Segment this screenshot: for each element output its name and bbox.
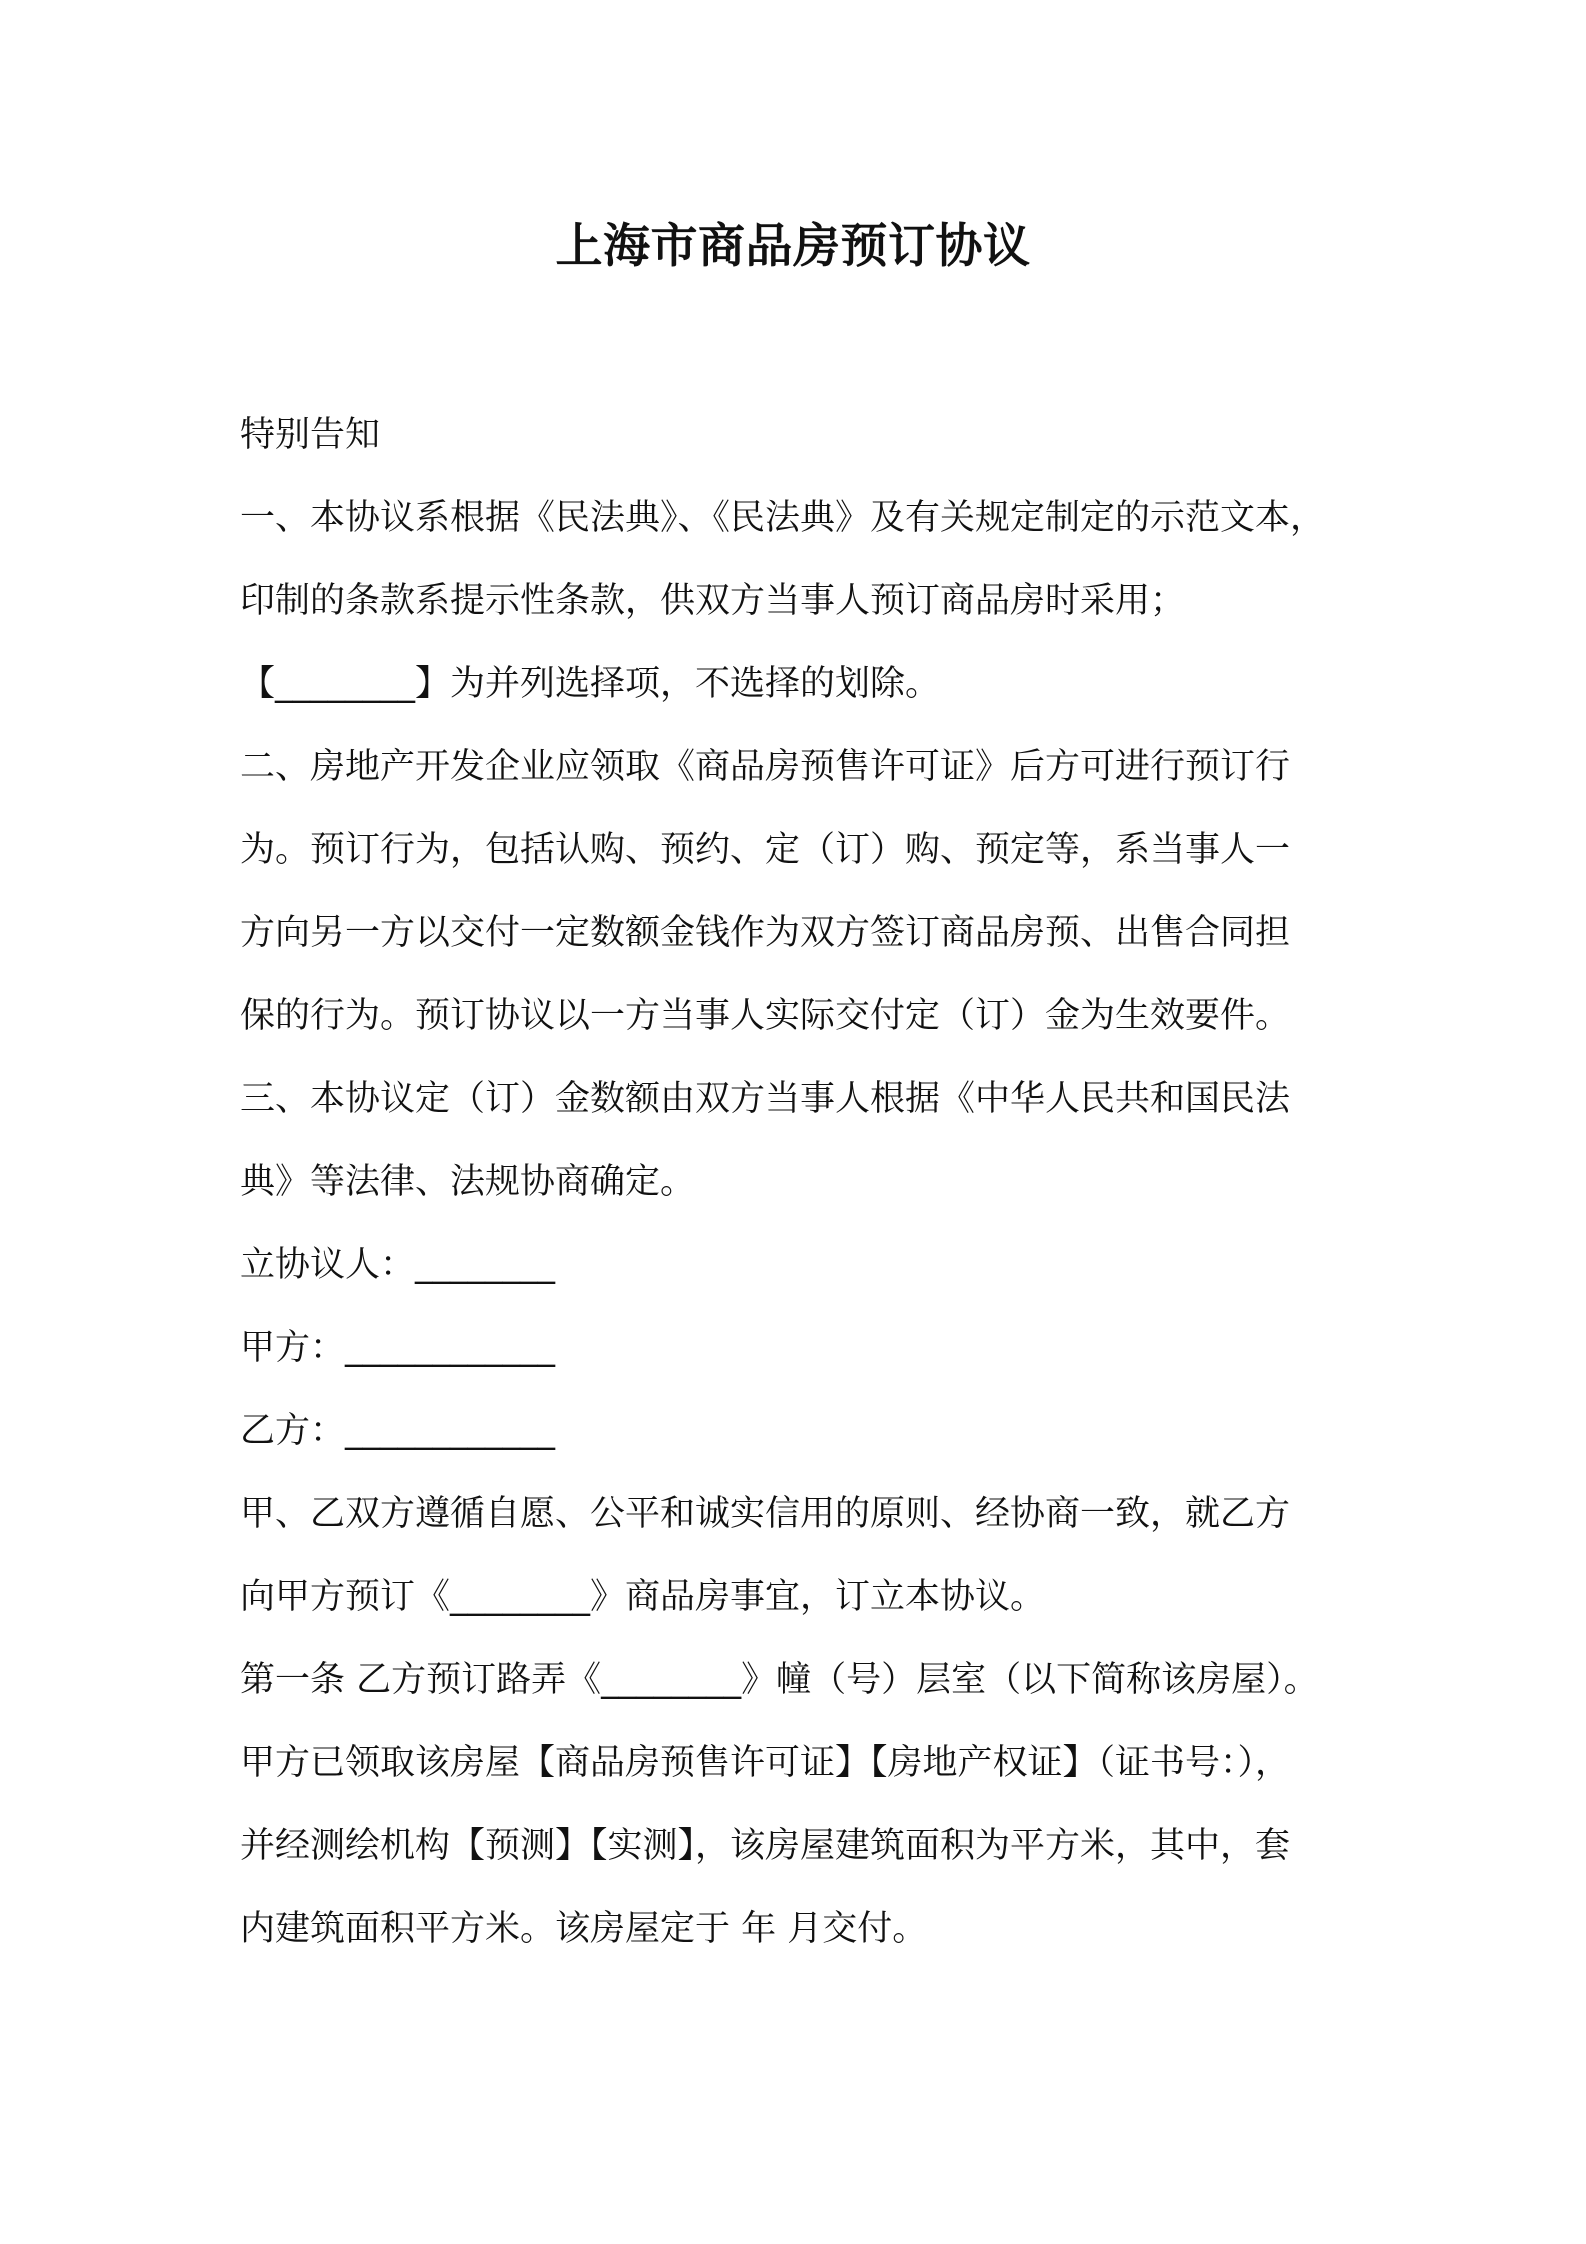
clause-text-line: 一、本协议系根据《民法典》、《民法典》及有关规定制定的示范文本，: [240, 498, 1326, 538]
clause-text-line: 为。预订行为，包括认购、预约、定（订）购、预定等，系当事人一: [240, 830, 1291, 870]
clause-text-line: 典》等法律、法规协商确定。: [240, 1162, 696, 1202]
clause-text-line: 【________】为并列选择项，不选择的划除。: [240, 664, 941, 704]
clause-text-line: 保的行为。预订协议以一方当事人实际交付定（订）金为生效要件。: [240, 996, 1291, 1036]
preamble-line: 甲、乙双方遵循自愿、公平和诚实信用的原则、经协商一致，就乙方: [240, 1494, 1291, 1534]
clause-text-line: 印制的条款系提示性条款，供双方当事人预订商品房时采用；: [240, 581, 1186, 621]
article-one-line: 内建筑面积平方米。该房屋定于 年 月交付。: [240, 1909, 928, 1949]
preamble-line: 向甲方预订《________》商品房事宜，订立本协议。: [240, 1577, 1046, 1617]
party-a-field: 甲方：____________: [240, 1328, 556, 1368]
article-one-line: 甲方已领取该房屋【商品房预售许可证】【房地产权证】（证书号：），: [240, 1743, 1291, 1783]
article-one-line: 第一条 乙方预订路弄《________》幢（号）层室（以下简称该房屋）。: [240, 1660, 1319, 1700]
article-one-line: 并经测绘机构【预测】【实测】，该房屋建筑面积为平方米，其中，套: [240, 1826, 1291, 1866]
document-title: 上海市商品房预订协议: [555, 219, 1031, 274]
party-b-field: 乙方：____________: [240, 1411, 556, 1451]
clause-text-line: 三、本协议定（订）金数额由双方当事人根据《中华人民共和国民法: [240, 1079, 1291, 1119]
clause-text-line: 方向另一方以交付一定数额金钱作为双方签订商品房预、出售合同担: [240, 913, 1291, 953]
signatory-field: 立协议人：________: [240, 1245, 556, 1285]
clause-text-line: 二、房地产开发企业应领取《商品房预售许可证》后方可进行预订行: [240, 747, 1291, 787]
notice-heading: 特别告知: [240, 415, 381, 455]
